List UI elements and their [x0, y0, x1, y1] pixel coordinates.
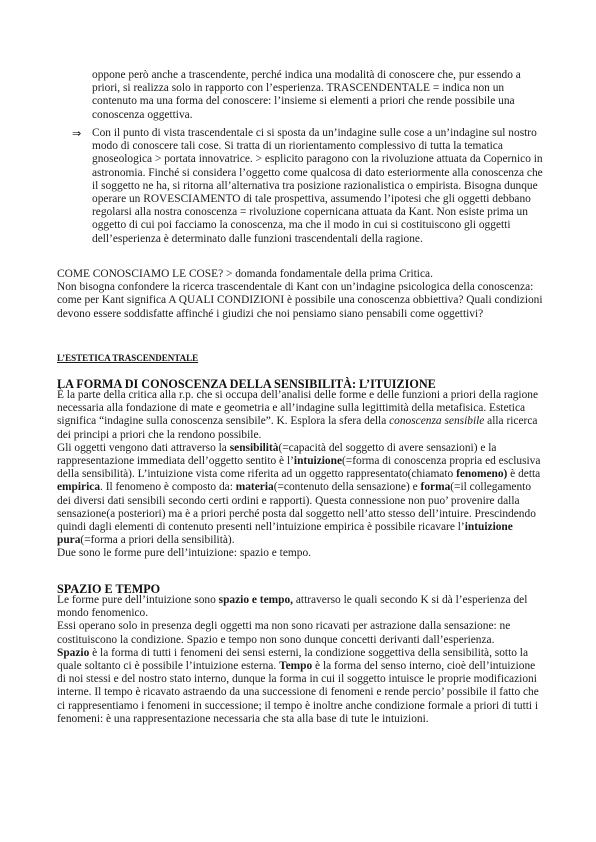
question-block: [57, 268, 543, 321]
heading-intuizione: LA FORMA DI CONOSCENZA DELLA SENSIBILITÀ: L’ITUIZIONE: [57, 377, 436, 391]
question-paragraph: Non bisogna confondere la ricerca trascendentale di Kant con un’indagine psicologica della conoscenza: come per Kant significa A QUALI CONDIZIONI è possibile una conoscenza obbiettiva? Quali condizioni devono essere soddisfatte affinché i giudizi che noi pensiamo siano pensabili come oggettivi?: [57, 281, 543, 320]
term-spazio-tempo: spazio e tempo,: [218, 594, 293, 606]
spazio-paragraph-3: Spazio è la forma di tutti i fenomeni dei sensi esterni, la condizione soggettiva della sensibilità, sotto la quale soltanto ci è possibile l’intuizione esterna. Tempo è la forma del senso interno, cioè dell’intuizione di noi stessi e del nostro stato interno, dunque la forma in cui il soggetto intuisce le proprie modificazioni interne. Il tempo è ricavato astraendo da una successione di fenomeni e rende percio’ possibile il fatto che ci rappresentiamo i fenomeni in successione; il tempo è inoltre anche condizione formale a priori di tutti i fenomeni: è una rappresentazione necessaria che sta alla base di tute le intuizioni.: [57, 646, 539, 725]
estetica-paragraph-3: Due sono le forme pure dell’intuizione: spazio e tempo.: [57, 547, 311, 560]
term-tempo: Tempo: [279, 660, 313, 673]
term-sensibilita: sensibilità: [229, 441, 279, 454]
section-title-block: [57, 348, 543, 366]
spazio-paragraph-2: Essi operano solo in presenza degli oggetti ma non sono ricavati per astrazione dalla sensazione: ne costituiscono la condizione. Spazio e tempo non sono dunque concetti derivanti dall’esperienza.: [57, 620, 511, 646]
term-empirica: empirica: [57, 481, 101, 494]
term-forma: forma: [420, 481, 451, 494]
section-title: L’ESTETICA TRASCENDENTALE: [57, 353, 199, 363]
bullet-paragraph: [92, 127, 544, 246]
estetica-paragraph-2: Gli oggetti vengono dati attraverso la sensibilità(=capacità del soggetto di avere sensazioni) e la rappresentazione immediata dell’oggetto sentito è l’intuizione(=forma di conoscenza propria ed esclusiva della sensibilità). L’intuizione vista come riferita ad un oggetto rappresentato(chiamato fenomeno) è detta empirica. Il fenomeno è composto da: materia(=contenuto della sensazione) e forma(=il collegamento dei diversi dati sensibili secondo certi ordini e rapporti). Questa connessione non puo’ provenire dalla sensazione(a posteriori) ma è a priori perché posta dal soggetto nell’atto stesso dell’intuire. Prescindendo quindi dagli elementi di contenuto presenti nell’intuizione empirica è possibile ricavare l’intuizione pura(=forma a priori della sensibilità).: [57, 441, 541, 547]
spazio-body: [57, 594, 543, 726]
estetica-paragraph-1: È la parte della critica alla r.p. che si occupa dell’analisi delle forme e delle funzioni a priori della ragione necessaria alla fondazione di mate e geometria e all’indagine sulla legittimità della metafisica. Estetica significa “indagine sulla conoscenza sensibile”. K. Esplora la sfera della conoscenza sensibile alla ricerca dei principi a priori che la rendono possibile.: [57, 389, 539, 441]
term-intuizione: intuizione: [293, 455, 343, 468]
emphasis-conoscenza-sensibile: conoscenza sensibile: [389, 415, 485, 428]
bullet-text: Con il punto di vista trascendentale ci si sposta da un’indagine sulle cose a un’indagine sul nostro modo di conoscere tali cose. Si tratta di un riorientamento complessivo di tutta la tematica gnoseologica > portata innovatrice. > esplicito paragono con la rivoluzione attuata da Copernico in astronomia. Finché si considera l’oggetto come qualcosa di dato esteriormente alla conoscenza che il soggetto ne ha, si ritorna all’alternativa tra posizione razionalistica o empirista. Bisogna dunque operare un ROVESCIAMENTO di tale prospettiva, assumendo l’ipotesi che gli oggetti debbano regolarsi alla nostra conoscenza = rivoluzione copernicana attuata da Kant. Non esiste prima un oggetto di cui poi facciamo la conoscenza, ma che il modo in cui si costituiscono gli oggetti dell’esperienza è determinato dalle funzioni trascendentali della ragione.: [92, 127, 543, 245]
estetica-body: [57, 389, 543, 561]
heading-spazio-tempo: SPAZIO E TEMPO: [57, 582, 161, 596]
intro-paragraph: [92, 69, 544, 122]
term-intuizione-pura: intuizione pura: [57, 521, 513, 547]
intro-text: oppone però anche a trascendente, perché indica una modalità di conoscere che, pur essendo a priori, si realizza solo in rapporto con l’esperienza. TRASCENDENTALE = indica non un contenuto ma una forma del conoscere: l’insieme si elementi a priori che rende possibile una conoscenza oggettiva.: [92, 69, 521, 121]
term-materia: materia: [235, 481, 274, 494]
term-spazio: Spazio: [57, 646, 90, 659]
term-fenomeno: fenomeno): [456, 468, 508, 481]
spazio-paragraph-1: Le forme pure dell’intuizione sono spazio e tempo, attraverso le quali secondo K si dà l’esperienza del mondo fenomenico.: [57, 594, 528, 620]
question-line: COME CONOSCIAMO LE COSE? > domanda fondamentale della prima Critica.: [57, 268, 433, 280]
arrow-bullet-icon: ⇒: [72, 127, 82, 140]
